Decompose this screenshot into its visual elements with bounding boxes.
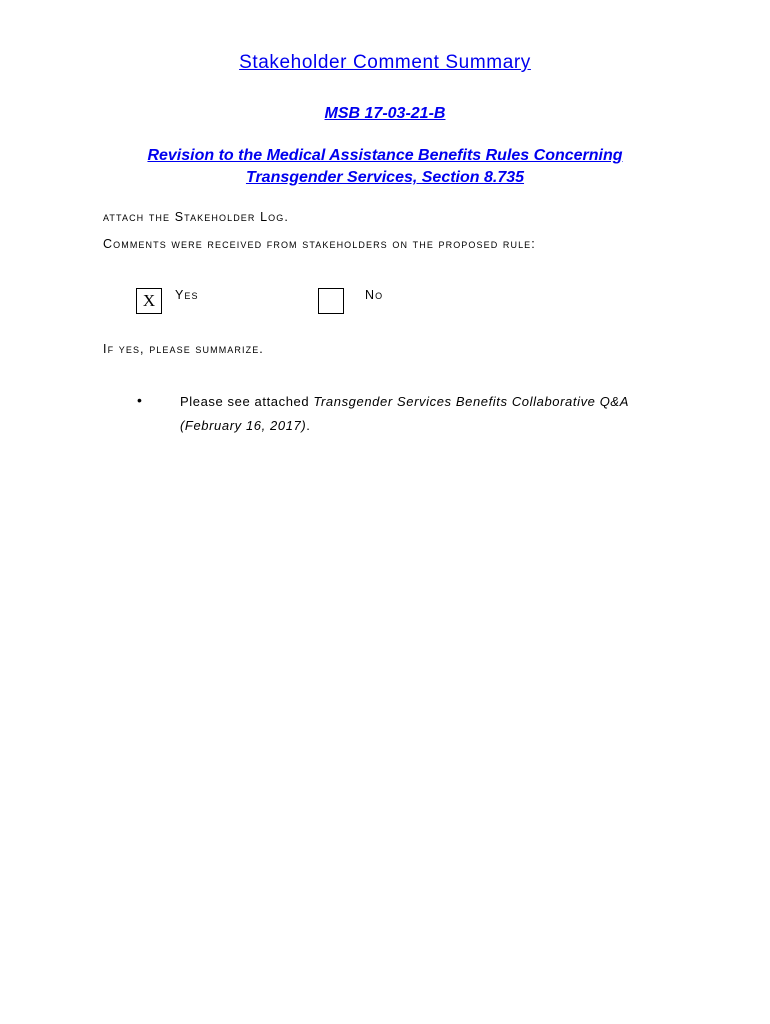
rule-title-line-2: Transgender Services, Section 8.735 <box>245 169 525 186</box>
yes-checkbox[interactable]: X <box>136 288 162 314</box>
document-title: Stakeholder Comment Summary <box>239 52 531 73</box>
no-checkbox[interactable] <box>318 288 344 314</box>
if-yes-instruction: If yes, please summarize. <box>103 342 264 356</box>
msb-number: MSB 17-03-21-B <box>324 105 446 122</box>
rule-title <box>100 145 670 189</box>
summary-attachment-title: Transgender Services Benefits Collaborative Q&A (February 16, 2017) <box>180 394 629 433</box>
summary-text-lead: Please see attached <box>180 394 314 409</box>
bullet-icon: • <box>137 392 142 408</box>
summary-bullet-text <box>180 390 690 438</box>
attach-instruction: attach the Stakeholder Log. <box>103 210 289 224</box>
no-label: No <box>365 288 384 302</box>
rule-title-line-1: Revision to the Medical Assistance Benefits Rules Concerning <box>147 147 623 164</box>
comments-question: Comments were received from stakeholders on the proposed rule: <box>103 237 536 251</box>
yes-label: Yes <box>175 288 199 302</box>
summary-text-end: . <box>306 418 311 433</box>
